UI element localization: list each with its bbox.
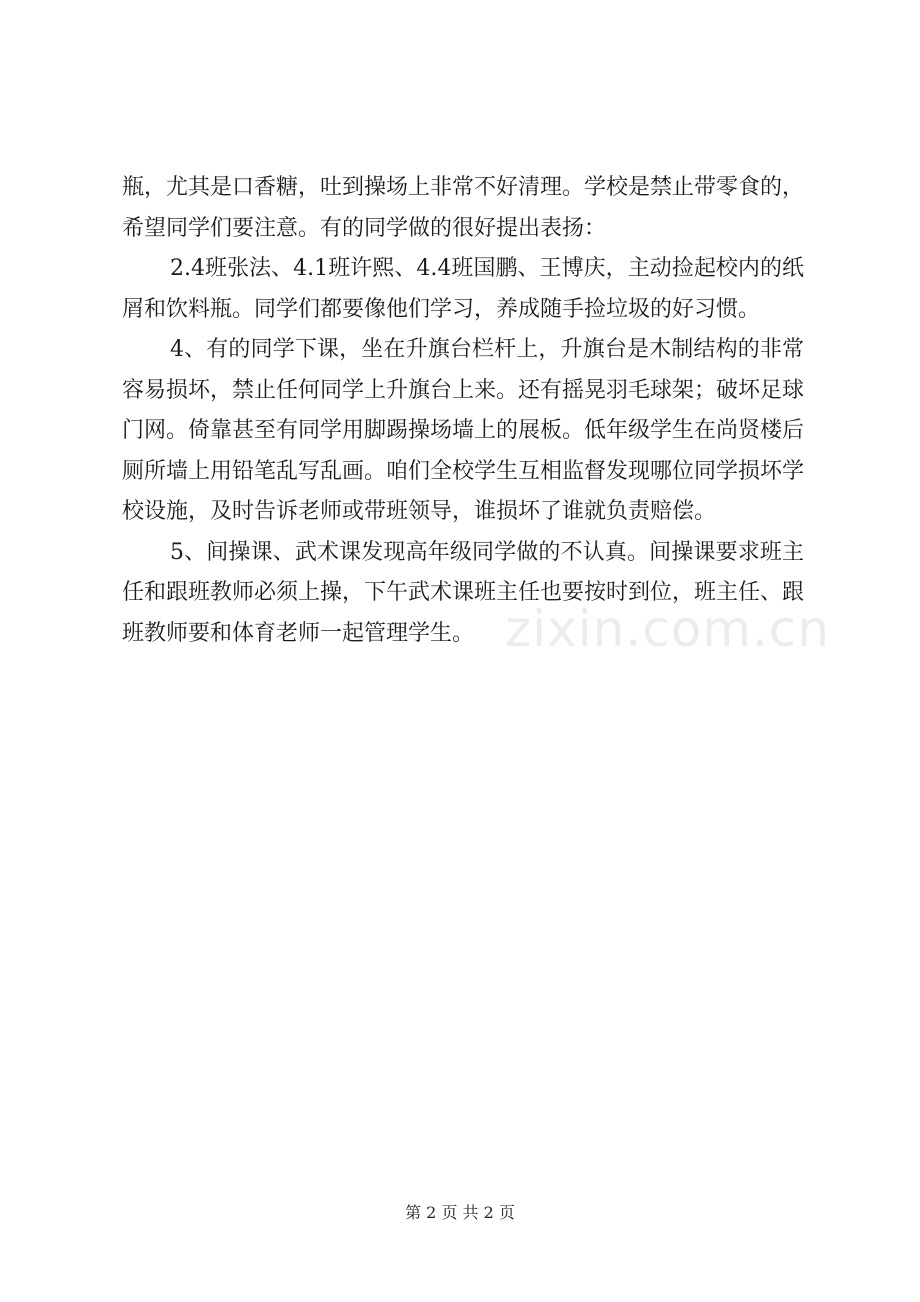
paragraph-praise-list: 2.4班张法、4.1班许熙、4.4班国鹏、王博庆，主动捡起校内的纸屑和饮料瓶。同学们都要像他们学习，养成随手捡垃圾的好习惯。 [122, 256, 804, 322]
document-body [122, 168, 804, 654]
watermark-text: zixin.com.cn [505, 600, 831, 658]
page-footer [0, 1200, 920, 1223]
paragraph-continued: 瓶，尤其是口香糖，吐到操场上非常不好清理。学校是禁止带零食的，希望同学们要注意。有的同学做的很好提出表扬： [122, 175, 805, 241]
paragraph-item-4: 4、有的同学下课，坐在升旗台栏杆上，升旗台是木制结构的非常容易损坏，禁止任何同学上升旗台上来。还有摇晃羽毛球架；破坏足球门网。倚靠甚至有同学用脚踢操场墙上的展板。低年级学生在尚贤楼后厕所墙上用铅笔乱写乱画。咱们全校学生互相监督发现哪位同学损坏学校设施，及时告诉老师或带班领导，谁损坏了谁就负责赔偿。 [122, 337, 805, 524]
paragraph-item-5: 5、间操课、武术课发现高年级同学做的不认真。间操课要求班主任和跟班教师必须上操，下午武术课班主任也要按时到位，班主任、跟班教师要和体育老师一起管理学生。 [122, 539, 805, 646]
page-number-label: 第 2 页 共 2 页 [405, 1203, 515, 1222]
